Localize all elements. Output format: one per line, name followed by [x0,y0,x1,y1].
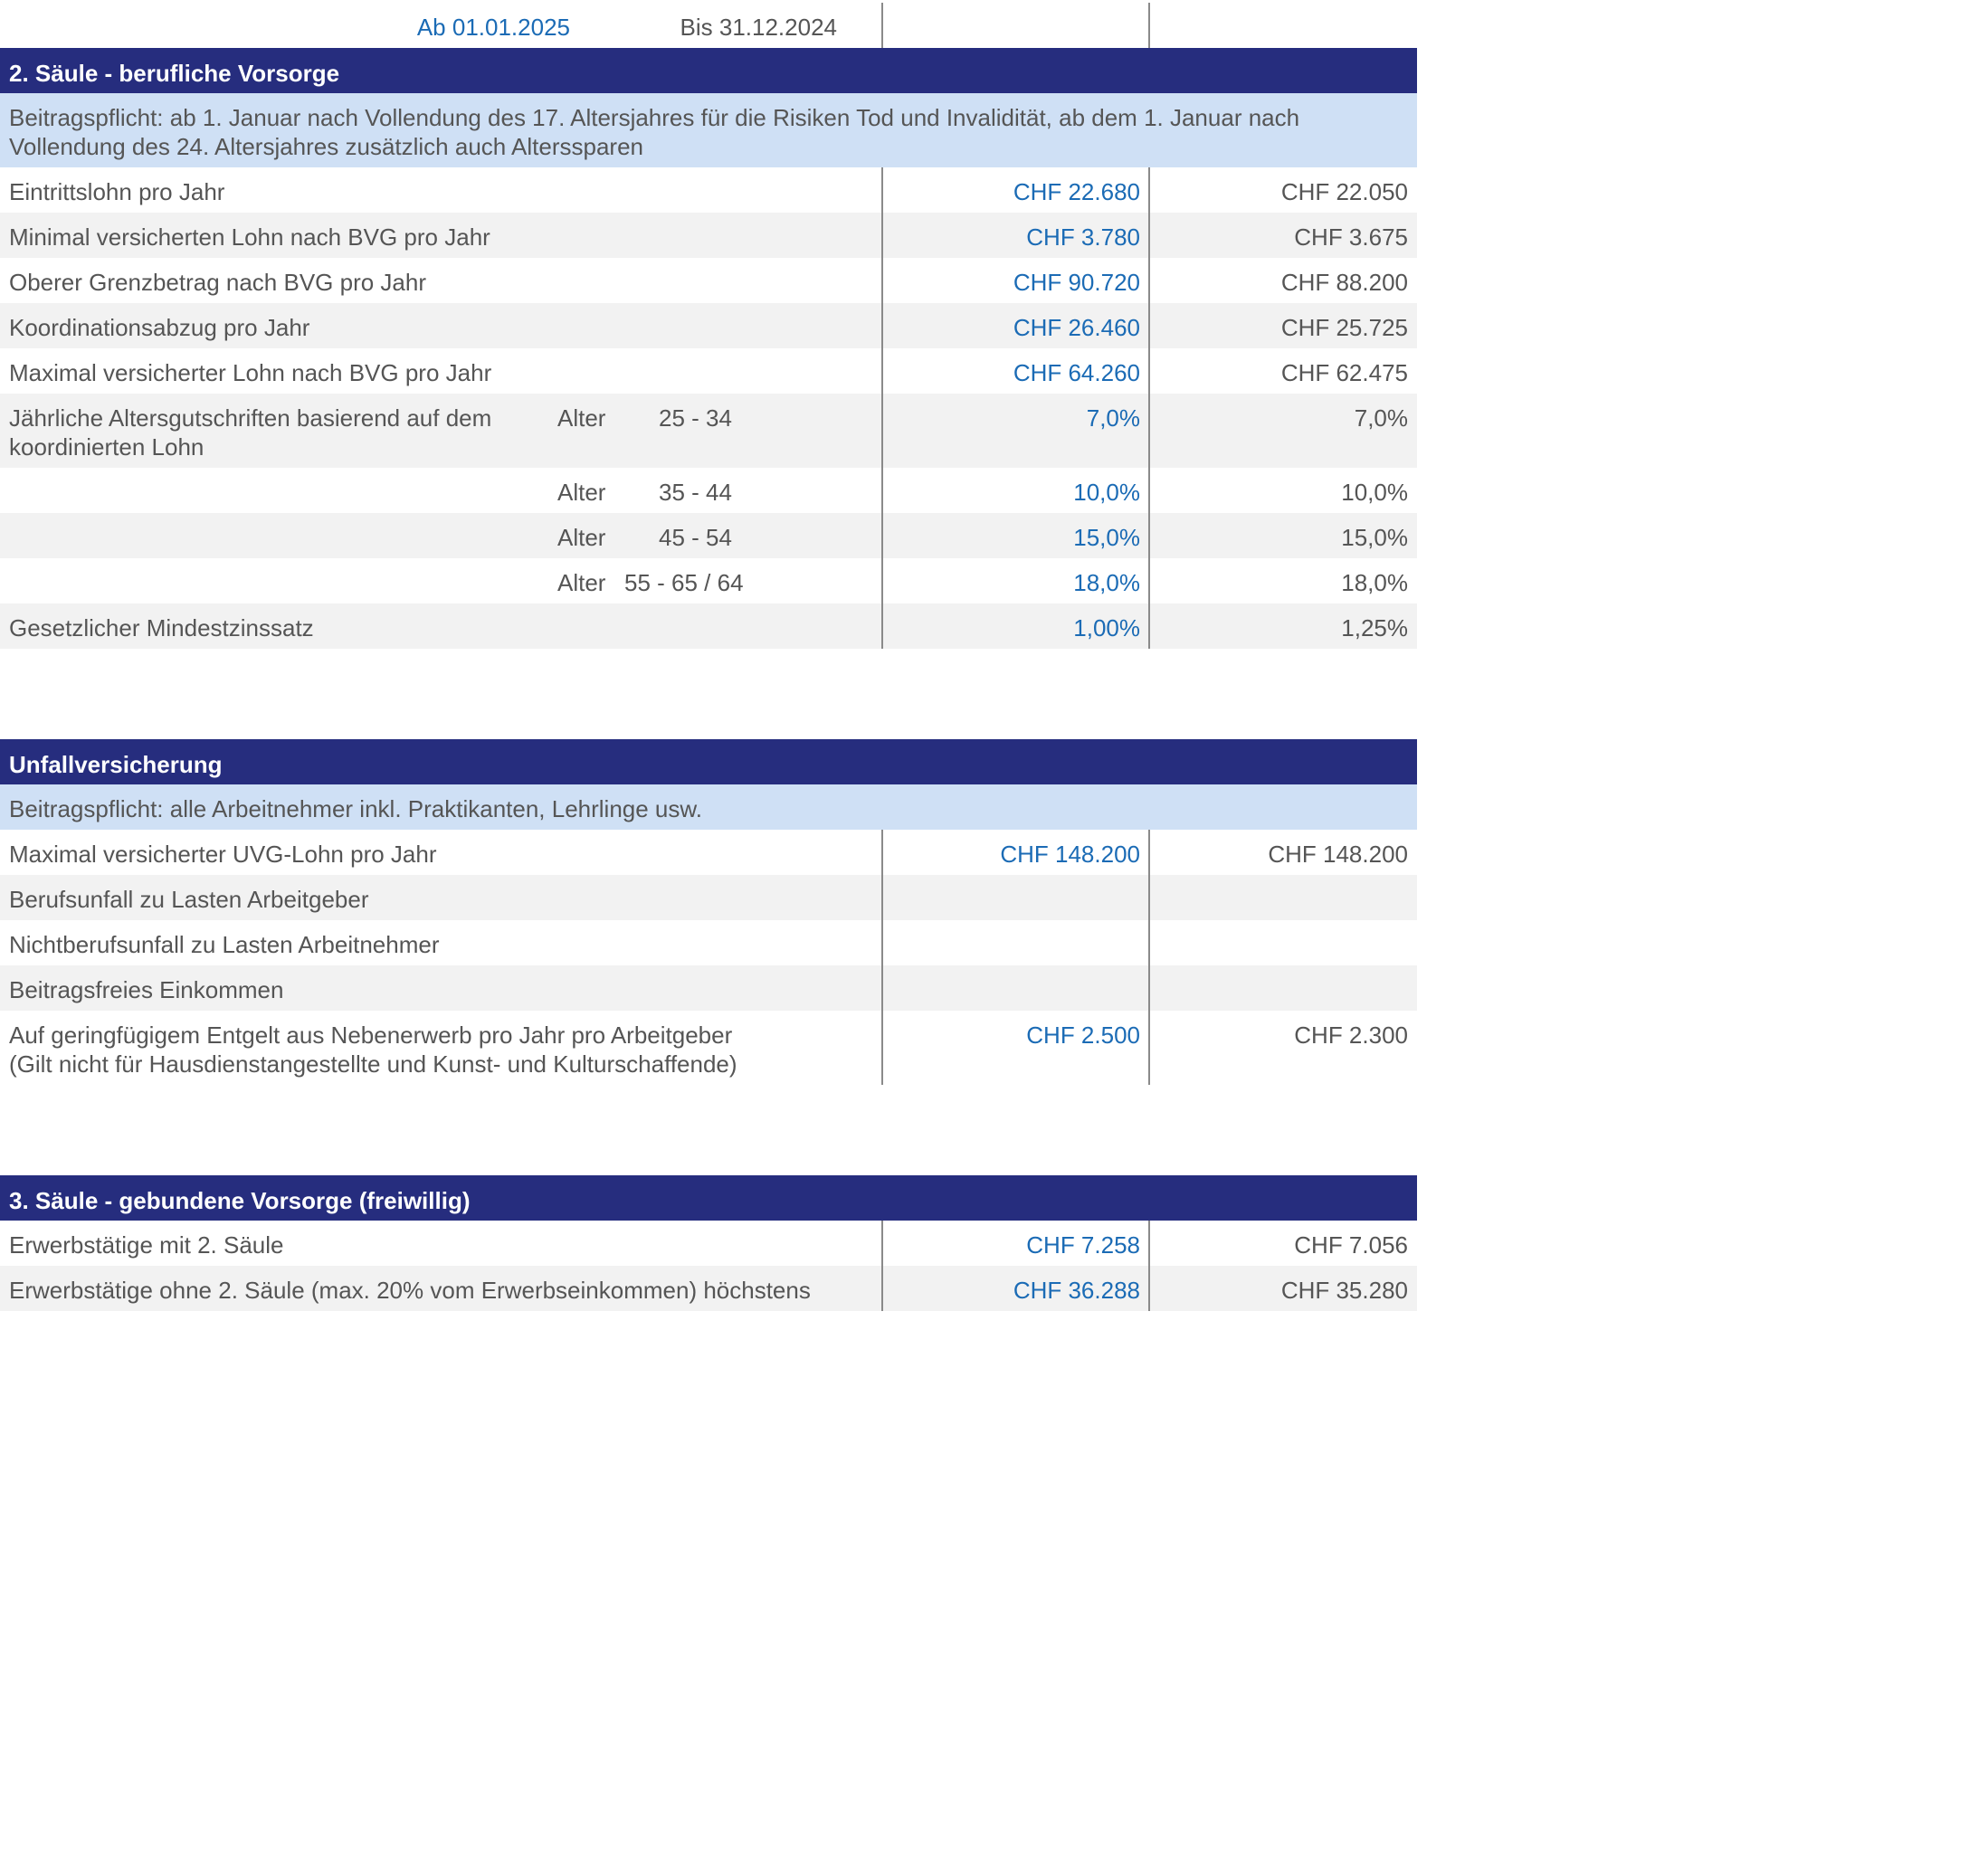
table-row [0,1011,1417,1085]
value-2025: CHF 36.288 [1013,1277,1140,1304]
row-label: Beitragsfreies Einkommen [9,976,284,1003]
value-2025: CHF 26.460 [1013,314,1140,341]
value-2025: CHF 22.680 [1013,178,1140,205]
value-2024: CHF 88.200 [1280,269,1408,296]
age-label: Alter [557,524,606,551]
row-label: Gesetzlicher Mindestzinssatz [9,614,314,641]
row-label: Auf geringfügigem Entgelt aus Nebenerwerb pro Jahr pro Arbeitgeber (Gilt nicht für Hausdienstangestellte und Kunst- und Kulturschaffende) [9,1022,737,1078]
value-2024: CHF 25.725 [1280,314,1408,341]
table-row [0,920,1417,965]
value-2024: CHF 148.200 [1268,841,1408,868]
column-divider [881,830,883,1085]
table-row [0,303,1417,348]
table-row [0,1266,1417,1311]
row-label: Oberer Grenzbetrag nach BVG pro Jahr [9,269,427,296]
note-text: Beitragspflicht: ab 1. Januar nach Vollendung des 17. Altersjahres für die Risiken Tod und Invalidität, ab dem 1. Januar nach Vollendung des 24. Altersjahres zusätzlich auch Alterssparen [9,104,1300,160]
row-label: Minimal versicherten Lohn nach BVG pro Jahr [9,223,490,251]
section-title: 3. Säule - gebundene Vorsorge (freiwillig) [9,1187,471,1214]
table-row [0,348,1417,394]
value-2025: CHF 3.780 [1026,223,1140,251]
value-2025: CHF 90.720 [1013,269,1140,296]
table-row [0,875,1417,920]
section-note-accident [0,784,1417,830]
section-header-pillar3 [0,1175,1417,1221]
value-2024: CHF 2.300 [1294,1022,1408,1049]
table-row [0,167,1417,213]
table-row [0,258,1417,303]
table-row-credits [0,558,1417,603]
row-label: Nichtberufsunfall zu Lasten Arbeitnehmer [9,931,440,958]
value-2024: 15,0% [1341,524,1408,551]
row-label: Berufsunfall zu Lasten Arbeitgeber [9,886,369,913]
column-divider [1148,1221,1150,1311]
value-2025: 18,0% [1073,569,1140,596]
age-range: 45 - 54 [659,524,732,551]
value-2025: 15,0% [1073,524,1140,551]
row-label: Jährliche Altersgutschriften basierend auf dem koordinierten Lohn [9,404,492,461]
row-label: Maximal versicherter UVG-Lohn pro Jahr [9,841,437,868]
table-row-credits [0,468,1417,513]
value-2024: CHF 62.475 [1280,359,1408,386]
value-2025: CHF 7.258 [1026,1231,1140,1259]
age-range: 35 - 44 [659,479,732,506]
value-2024: CHF 3.675 [1294,223,1408,251]
age-range: 55 - 65 / 64 [624,569,744,596]
row-label: Erwerbstätige mit 2. Säule [9,1231,284,1259]
value-2025: 1,00% [1073,614,1140,641]
table-row [0,965,1417,1011]
value-2024: CHF 35.280 [1280,1277,1408,1304]
section-title: 2. Säule - berufliche Vorsorge [9,60,340,87]
column-header-2024: Bis 31.12.2024 [680,14,837,41]
row-label: Erwerbstätige ohne 2. Säule (max. 20% vom Erwerbseinkommen) höchstens [9,1277,811,1304]
value-2025: CHF 148.200 [1000,841,1140,868]
row-label: Koordinationsabzug pro Jahr [9,314,310,341]
section-title: Unfallversicherung [9,751,223,778]
value-2024: 1,25% [1341,614,1408,641]
value-2024: 10,0% [1341,479,1408,506]
value-2024: CHF 22.050 [1280,178,1408,205]
table-row [0,603,1417,649]
age-label: Alter [557,479,606,506]
table-row-credits [0,394,1417,468]
column-header-2025: Ab 01.01.2025 [416,14,570,41]
age-range: 25 - 34 [659,404,732,432]
section-note-pillar2 [0,93,1417,167]
table-row [0,1221,1417,1266]
column-divider [881,1221,883,1311]
value-2025: 10,0% [1073,479,1140,506]
column-divider [881,3,883,48]
table-row [0,213,1417,258]
row-label: Eintrittslohn pro Jahr [9,178,225,205]
column-divider [881,167,883,649]
value-2025: CHF 2.500 [1026,1022,1140,1049]
column-divider [1148,3,1150,48]
section-header-pillar2 [0,48,1417,93]
value-2025: 7,0% [1086,404,1140,432]
value-2024: 7,0% [1354,404,1408,432]
value-2025: CHF 64.260 [1013,359,1140,386]
value-2024: CHF 7.056 [1294,1231,1408,1259]
column-divider [1148,167,1150,649]
table-row-credits [0,513,1417,558]
row-label: Maximal versicherter Lohn nach BVG pro Jahr [9,359,492,386]
table-row [0,830,1417,875]
column-divider [1148,830,1150,1085]
age-label: Alter [557,569,606,596]
section-header-accident [0,739,1417,784]
note-text: Beitragspflicht: alle Arbeitnehmer inkl. Praktikanten, Lehrlinge usw. [9,795,702,822]
value-2024: 18,0% [1341,569,1408,596]
age-label: Alter [557,404,606,432]
